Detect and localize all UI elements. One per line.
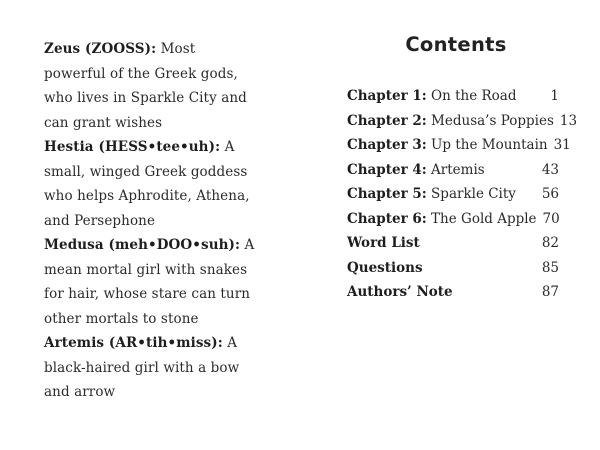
glossary-definition: A small, winged Greek goddess who helps Aphrodite, Athena, and Persephone [44,139,250,229]
toc-entry-text [347,133,548,158]
toc-entry-text [347,256,423,281]
glossary-entry-medusa [44,233,260,331]
toc-entry[interactable] [347,133,571,158]
toc-entry-text [347,231,420,256]
toc-page-number: 85 [541,259,559,276]
toc-entry-text [347,182,516,207]
toc-section-label: Questions [347,259,423,276]
toc-page-number: 56 [541,186,559,202]
toc-page-number: 70 [542,210,560,227]
glossary-definition: Most powerful of the Greek gods, who lives in Sparkle City and can grant wishes [44,41,247,131]
toc-chapter-label: Chapter 4: [347,161,427,178]
toc-entry[interactable] [347,207,559,232]
toc-page-number: 31 [553,137,571,153]
page-title: Contents [405,33,507,56]
toc-entry-text [347,109,554,134]
toc-entry-text [347,280,453,305]
toc-page-number: 82 [541,235,559,251]
toc-chapter-title: Artemis [426,161,485,178]
toc-chapter-label: Chapter 6: [347,210,427,227]
toc-section-label: Word List [347,235,420,251]
toc-chapter-label: Chapter 3: [347,137,427,153]
toc-chapter-title: The Gold Apple [426,210,537,227]
toc-chapter-title: Up the Mountain [426,137,548,153]
glossary-entry-hestia [44,135,250,233]
toc-page-number: 87 [541,284,559,300]
glossary-term: Artemis (AR•tih•miss): [44,335,223,351]
toc-chapter-label: Chapter 1: [347,88,427,104]
glossary-entry-artemis [44,331,254,405]
toc-entry[interactable] [347,84,559,109]
toc-entry[interactable] [347,109,578,134]
toc-section-label: Authors’ Note [347,284,453,300]
table-of-contents [347,84,578,305]
toc-entry-text [347,158,485,183]
toc-entry[interactable] [347,256,559,281]
toc-page-number: 1 [550,88,559,104]
toc-chapter-title: Sparkle City [426,186,516,202]
toc-entry[interactable] [347,158,559,183]
toc-chapter-label: Chapter 2: [347,112,427,129]
glossary-term: Medusa (meh•DOO•suh): [44,237,241,253]
toc-chapter-title: On the Road [426,88,517,104]
glossary-term: Zeus (ZOOSS): [44,41,157,57]
toc-entry[interactable] [347,182,559,207]
glossary-entry-zeus [44,37,260,135]
toc-page-number: 43 [541,161,559,178]
toc-entry-text [347,84,517,109]
glossary-term: Hestia (HESS•tee•uh): [44,139,221,155]
contents-page [347,33,578,305]
toc-entry[interactable] [347,280,559,305]
glossary-definition: A mean mortal girl with snakes for hair, whose stare can turn other mortals to stone [44,237,255,327]
toc-entry-text [347,207,537,232]
toc-chapter-title: Medusa’s Poppies [426,112,554,129]
toc-chapter-label: Chapter 5: [347,186,427,202]
toc-page-number: 13 [559,112,578,129]
glossary-definition: A black-haired girl with a bow and arrow [44,335,240,400]
toc-entry[interactable] [347,231,559,256]
glossary-page [44,37,274,405]
